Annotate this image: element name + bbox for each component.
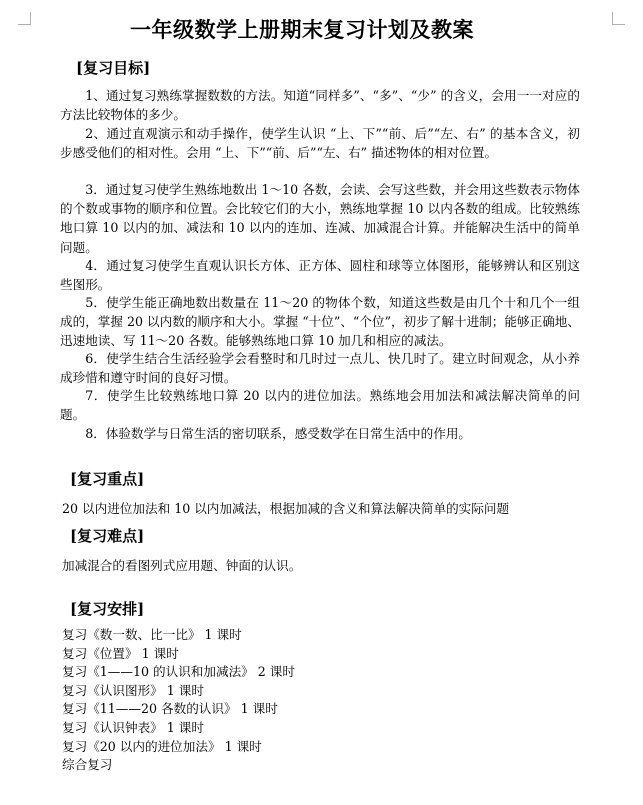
difficulty-text: 加减混合的看图列式应用题、钟面的认识。	[62, 558, 302, 573]
focus-text: 20 以内进位加法和 10 以内加减法，根据加减的含义和算法解决简单的实际问题	[62, 501, 510, 516]
arrangement-item: 复习《11——20 各数的认识》 1 课时	[62, 701, 278, 717]
arrangement-item: 复习《数一数、比一比》 1 课时	[62, 627, 242, 642]
goal-item-3: 3．通过复习使学生熟练地数出 1～10 各数，会读、会写这些数，并会用这些数表示物体的个数或事物的顺序和位置。会比较它们的大小，熟练地掌握 10 以内各数的组成。比较熟练地口算 10 以内的加、减法和 10 以内的连加、连减、加减混合计算。并能解决生活中的简单问题。	[60, 182, 580, 255]
arrangement-item: 复习《1——10 的认识和加减法》 2 课时	[62, 664, 295, 680]
goal-item-8: 8．体验数学与日常生活的密切联系，感受数学在日常生活中的作用。	[85, 426, 472, 441]
goal-item-4: 4．通过复习使学生直观认识长方体、正方体、圆柱和球等立体图形，能够辨认和区别这些图形。	[60, 258, 580, 293]
page-corner-mark-left	[18, 12, 31, 25]
arrangement-list	[62, 626, 295, 775]
arrangement-item: 复习《20 以内的进位加法》 1 课时	[62, 738, 262, 754]
page-corner-mark-right	[612, 12, 625, 25]
document-title: 一年级数学上册期末复习计划及教案	[130, 17, 474, 42]
arrangement-item: 综合复习	[62, 757, 113, 773]
difficulty-heading: [复习难点]	[70, 527, 145, 545]
goal-item-1: 1、通过复习熟练掌握数数的方法。知道“同样多”、“多”、“少” 的含义，会用一一对应的方法比较物体的多少。	[60, 88, 580, 123]
goals-heading: [复习目标]	[76, 59, 151, 77]
goal-item-7: 7．使学生比较熟练地口算 20 以内的进位加法。熟练地会用加法和减法解决简单的问题。	[60, 388, 580, 423]
goal-item-5: 5．使学生能正确地数出数量在 11～20 的物体个数，知道这些数是由几个十和几个一组成的，掌握 20 以内数的顺序和大小。掌握 “十位”、“个位”，初步了解十进制；能够正确地、迅速地读、写 11～20 各数。能够熟练地口算 10 加几和相应的减法。	[60, 295, 580, 349]
focus-heading: [复习重点]	[70, 470, 145, 488]
arrangement-heading: [复习安排]	[70, 600, 145, 618]
arrangement-item: 复习《认识钟表》 1 课时	[62, 719, 204, 735]
arrangement-item: 复习《位置》 1 课时	[62, 645, 179, 661]
goal-item-2: 2、通过直观演示和动手操作，使学生认识 “上、下”“前、后”“左、右” 的基本含义，初步感受他们的相对性。会用 “上、下”“前、后”“左、右” 描述物体的相对位置。	[60, 126, 580, 161]
arrangement-item: 复习《认识图形》 1 课时	[62, 682, 204, 698]
goal-item-6: 6．使学生结合生活经验学会看整时和几时过一点儿、快几时了。建立时间观念，从小养成珍惜和遵守时间的良好习惯。	[60, 351, 580, 386]
